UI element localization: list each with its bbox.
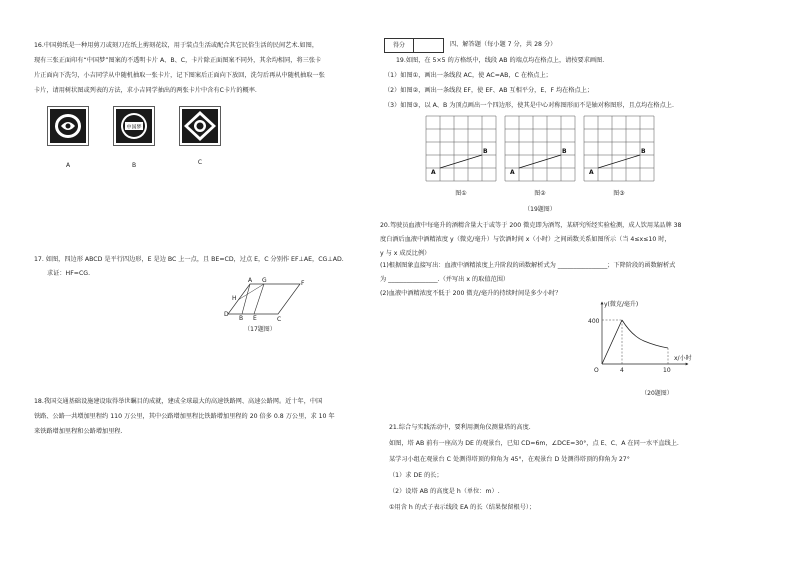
q20-x10: 10 (663, 367, 671, 374)
q16-line4: 卡片，请用树状图或列表的方法，求小吉同学抽出的两张卡片中含有C卡片的概率. (34, 87, 257, 94)
q19-fig1-caption: 图① (455, 190, 467, 197)
q20-ylabel: y(微克/毫升) (604, 301, 639, 308)
q20-y400: 400 (588, 318, 600, 325)
q19-fig2-caption: 图② (534, 190, 546, 197)
q20-line2: 度白酒后血液中酒精浓度 y（微克/毫升）与饮酒时间 x（小时）之间函数关系如图所示（当 4≤x≤10 时， (380, 236, 671, 243)
q17-label-g: G (262, 277, 267, 284)
q17-label-h: H (232, 295, 237, 302)
q19-grid-1 (426, 116, 496, 181)
card-a-label: A (65, 162, 71, 169)
q19-line2: （1）如图①，画出一条线段 AC，使 AC=AB，C 在格点上； (384, 72, 552, 79)
q19-fig3-a: A (589, 169, 594, 176)
q18-line2: 铁路、公路一共增加里程约 110 万公里，其中公路增加里程比铁路增加里程的 20 倍多 0.8 万公里，求 10 年 (34, 413, 335, 420)
section4-title: 四、解答题（每小题 7 分，共 28 分） (450, 41, 557, 48)
q20-graph (580, 296, 690, 386)
q20-x4: 4 (620, 367, 624, 374)
q19-fig3-caption: 图③ (613, 190, 625, 197)
q20-line3: y 与 x 成反比例） (380, 250, 431, 257)
q20-xlabel: x/小时 (674, 355, 692, 362)
q18-line3: 来铁路增加里程和公路增加里程. (34, 428, 123, 435)
card-a (47, 106, 89, 146)
q17-line1: 17. 如图，四边形 ABCD 是平行四边形，E 是边 BC 上一点，且 BE=CD，过点 E，C 分别作 EF⊥AE，CG⊥AD. (34, 256, 344, 263)
papercut-b-icon (113, 106, 155, 146)
q17-label-b: B (239, 315, 244, 322)
q20-origin: O (594, 367, 599, 374)
q18-line1: 18.我国交通基础设施建设取得举世瞩目的成就，建成全球最大的高速铁路网、高速公路网。近十年，中国 (34, 398, 323, 405)
q19-fig2-b: B (562, 148, 567, 155)
q21-line3: 某学习小组在观景台 C 处测得塔顶的仰角为 45°，在观景台 D 处测得塔顶的仰角为 27° (389, 456, 630, 463)
q19-line3: （2）如图②，画出一条线段 EF，使 EF、AB 互相平分，E、F 均在格点上； (384, 87, 594, 94)
q21-line1: 21.综合与实践活动中，要利用测角仪测量塔的高度. (389, 424, 531, 431)
q17-label-d: D (224, 311, 229, 318)
q20-caption: （20题图） (641, 390, 673, 397)
q19-fig2-a: A (510, 169, 515, 176)
card-b-label: B (131, 162, 137, 169)
card-b (113, 106, 155, 146)
q17-label-a: A (248, 277, 253, 284)
q20-line4: (1)根据图象直接写出：血液中酒精浓度上升阶段的函数解析式为 ________________；下降阶段的函数解析式 (380, 262, 676, 269)
q21-line4: （1）求 DE 的长； (389, 472, 443, 479)
q19-line4: （3）如图③，以 A、B 为顶点画出一个四边形，使其是中心对称图形而不是轴对称图形，且点均在格点上. (384, 102, 674, 109)
q16-line3: 片正面向下洗匀，小吉同学从中随机抽取一张卡片，记下图案后正面向下放回，洗匀后再从中随机抽取一张 (34, 72, 325, 79)
q20-line1: 20.驾驶员血液中每毫升的酒精含量大于或等于 200 微克即为酒驾，某研究所经实验检测，成人饮用某品牌 38 (380, 222, 682, 229)
q17-line2: 求证：HF=CG. (47, 270, 91, 277)
papercut-a-icon (47, 106, 89, 146)
card-c (179, 106, 221, 146)
card-c-label: C (197, 159, 203, 166)
card-b-text: 中国梦 (126, 124, 142, 131)
q17-label-f: F (301, 280, 305, 287)
q19-fig3-b: B (641, 148, 646, 155)
q17-label-c: C (277, 316, 282, 323)
q19-grid-3 (584, 116, 654, 181)
score-box (384, 38, 444, 53)
q19-grid-2 (505, 116, 575, 181)
q16-line1: 16.中国剪纸是一种用剪刀或刻刀在纸上剪刻花纹，用于装点生活或配合其它民俗生活的民间艺术.如图， (34, 42, 319, 49)
q21-line2: 如图，塔 AB 前有一座高为 DE 的观景台，已知 CD=6m，∠DCE=30°，点 E、C、A 在同一水平直线上. (389, 440, 679, 447)
q20-line5: 为 ________________.（并写出 x 的取值范围） (380, 276, 510, 283)
q21-line5: （2）设塔 AB 的高度是 h（单位：m）. (389, 488, 500, 495)
q21-line6: ①用含 h 的式子表示线段 EA 的长（结果保留根号）； (389, 504, 536, 511)
q19-fig1-b: B (483, 148, 488, 155)
q19-line1: 19.如图，在 5×5 的方格纸中，线段 AB 的端点均在格点上，请按要求画图. (396, 57, 605, 64)
q20-line6: (2)血液中酒精浓度不低于 200 微克/毫升的持续时间是多少小时？ (380, 290, 562, 297)
score-label: 得分 (385, 39, 414, 52)
q17-caption: （17题图） (244, 326, 276, 333)
q19-caption: （19题图） (524, 206, 556, 213)
q16-line2: 现有三张正面印有“中国梦”图案的不透明卡片 A、B、C，卡片除正面图案不同外，其余均相同，将三张卡 (34, 57, 322, 64)
q17-label-e: E (253, 315, 257, 322)
q17-parallelogram-figure (224, 277, 308, 323)
papercut-c-icon (179, 106, 221, 146)
q19-fig1-a: A (431, 169, 436, 176)
